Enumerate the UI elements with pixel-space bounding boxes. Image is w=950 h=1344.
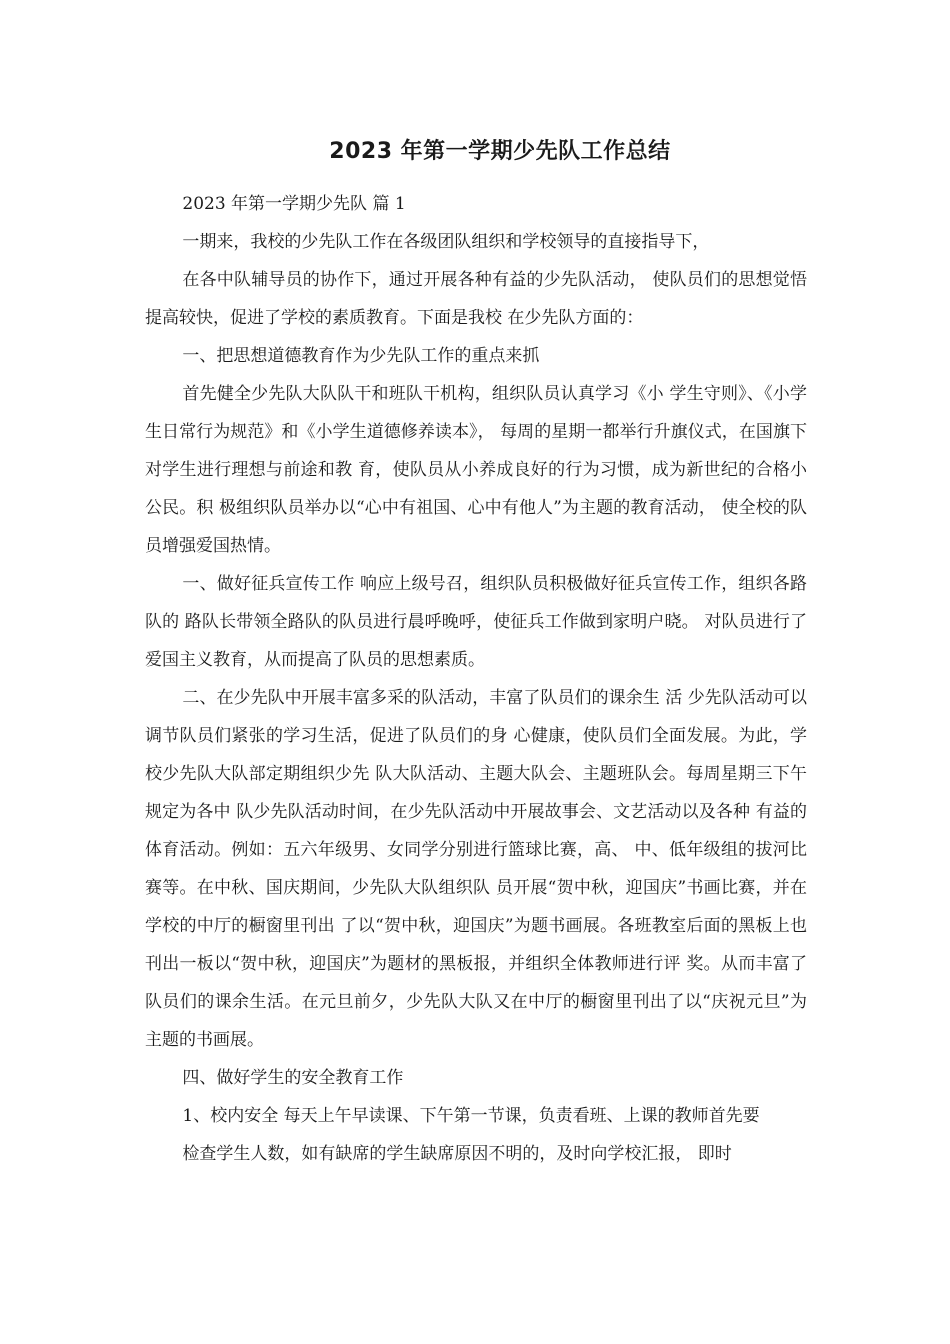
document-body bbox=[145, 185, 807, 1173]
heading-safety-education: 四、做好学生的安全教育工作 bbox=[182, 1068, 404, 1088]
heading-moral-education: 一、把思想道德教育作为少先队工作的重点来抓 bbox=[182, 346, 540, 366]
paragraph-attendance-check: 检查学生人数，如有缺席的学生缺席原因不明的，及时向学校汇报， 即时 bbox=[182, 1144, 732, 1164]
paragraph-intro: 一期来，我校的少先队工作在各级团队组织和学校领导的直接指导下， bbox=[182, 232, 710, 252]
paragraph-subtitle: 2023 年第一学期少先队 篇 1 bbox=[182, 194, 406, 214]
document-title: 2023 年第一学期少先队工作总结 bbox=[329, 139, 671, 164]
paragraph-campus-safety: 1、校内安全 每天上午早读课、下午第一节课，负责看班、上课的教师首先要 bbox=[182, 1106, 760, 1126]
paragraph-moral-education: 首先健全少先队大队队干和班队干机构，组织队员认真学习《小 学生守则》、《小学生日常行为规范》和《小学生道德修养读本》， 每周的星期一都举行升旗仪式，在国旗下对学生进行理想与前途和教 育，使队员从小养成良好的行为习惯，成为新世纪的合格小公民。积 极组织队员举办以“心中有祖国、心中有他人”为主题的教育活动， 使全校的队员增强爱国热情。 bbox=[145, 384, 807, 556]
paragraph-intro-continued: 在各中队辅导员的协作下，通过开展各种有益的少先队活动， 使队员们的思想觉悟提高较快，促进了学校的素质教育。下面是我校 在少先队方面的： bbox=[145, 270, 807, 328]
paragraph-activities: 二、在少先队中开展丰富多采的队活动，丰富了队员们的课余生 活 少先队活动可以调节队员们紧张的学习生活，促进了队员们的身 心健康，使队员们全面发展。为此，学校少先队大队部定期组织少先 队大队活动、主题大队会、主题班队会。每周星期三下午规定为各中 队少先队活动时间，在少先队活动中开展故事会、文艺活动以及各种 有益的体育活动。例如：五六年级男、女同学分别进行篮球比赛，高、 中、低年级组的拔河比赛等。在中秋、国庆期间，少先队大队组织队 员开展“贺中秋，迎国庆”书画比赛，并在学校的中厅的橱窗里刊出 了以“贺中秋，迎国庆”为题书画展。各班教室后面的黑板上也刊出一板以“贺中秋，迎国庆”为题材的黑板报，并组织全体教师进行评 奖。从而丰富了队员们的课余生活。在元旦前夕，少先队大队又在中厅的橱窗里刊出了以“庆祝元旦”为主题的书画展。 bbox=[145, 688, 807, 1050]
paragraph-recruitment: 一、做好征兵宣传工作 响应上级号召，组织队员积极做好征兵宣传工作，组织各路队的 路队长带领全路队的队员进行晨呼晚呼，使征兵工作做到家明户晓。 对队员进行了爱国主义教育，从而提高了队员的思想素质。 bbox=[145, 574, 807, 670]
